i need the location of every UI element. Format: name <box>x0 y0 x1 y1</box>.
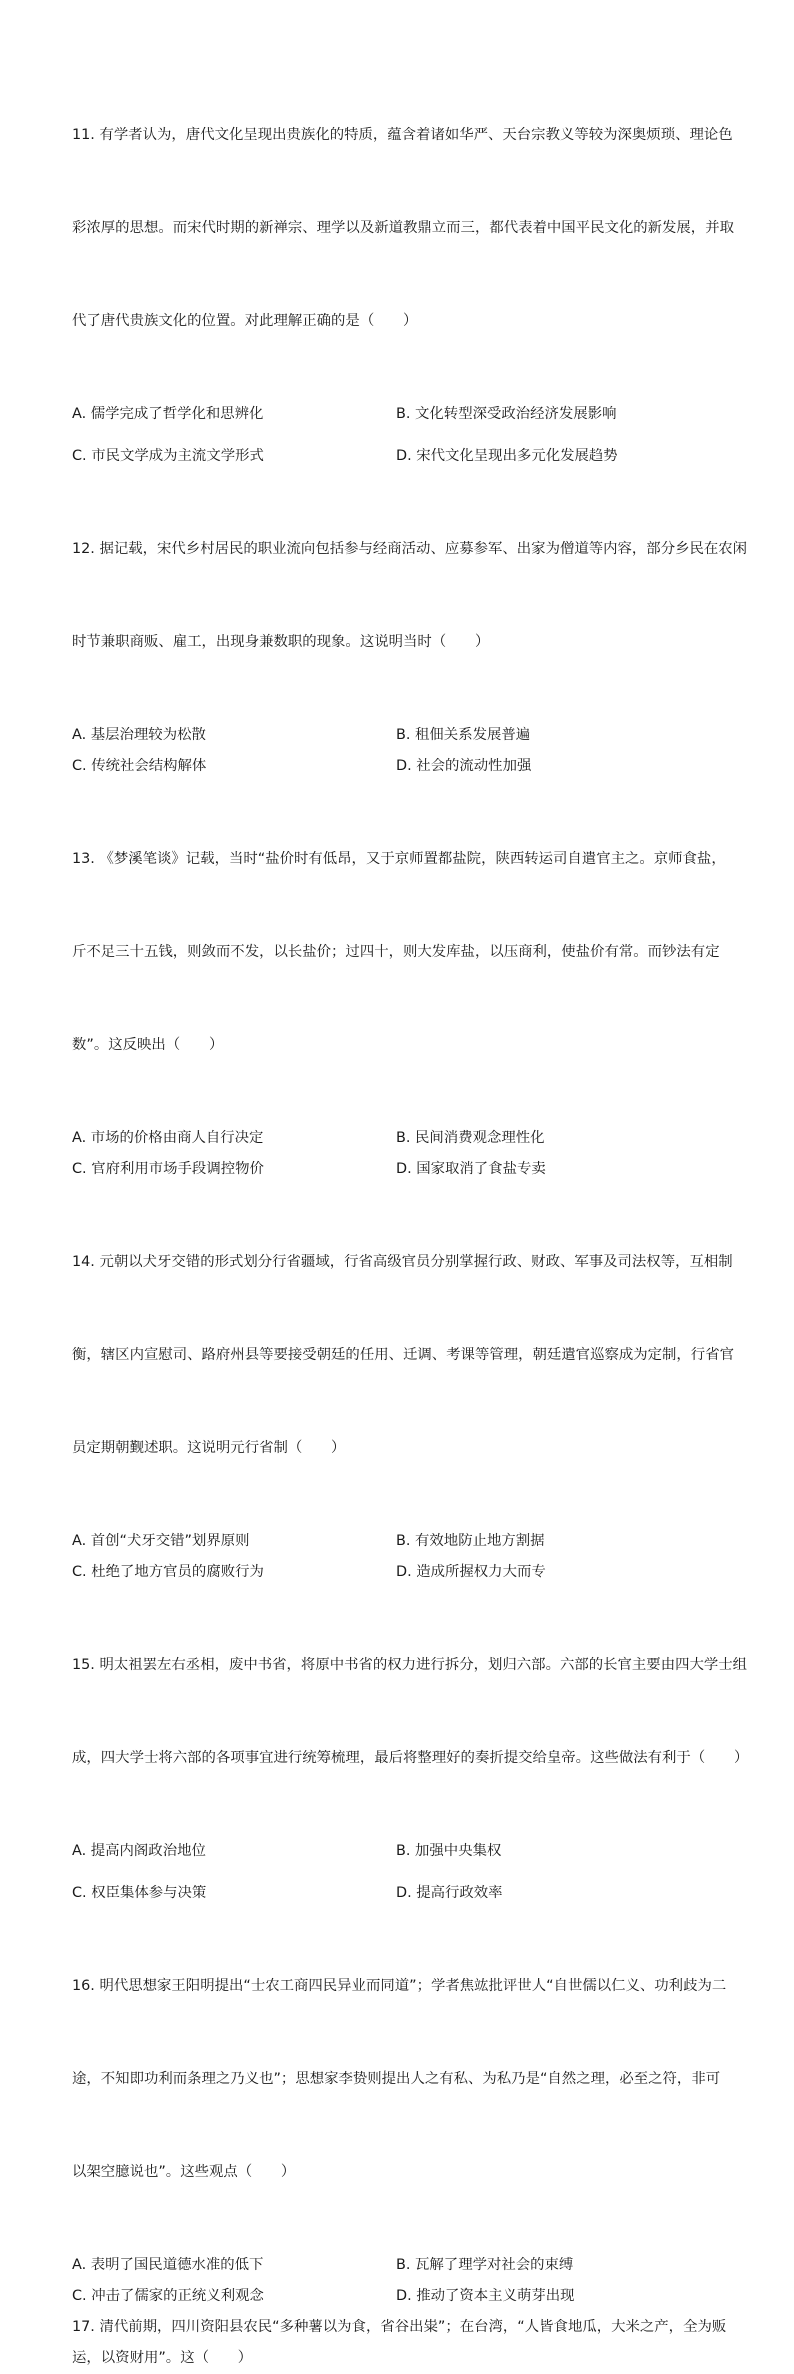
option-b[interactable]: B. 有效地防止地方割据 <box>396 1533 545 1549</box>
stem-line: 16. 明代思想家王阳明提出“士农工商四民异业而同道”；学者焦竑批评世人“自世儒以仁义、功利歧为二 <box>72 1978 727 1994</box>
stem-line: 17. 清代前期，四川资阳县农民“多种薯以为食，省谷出粜”；在台湾，“人皆食地瓜，大米之产，全为贩 <box>72 2319 727 2335</box>
option-b[interactable]: B. 加强中央集权 <box>396 1843 502 1859</box>
option-b[interactable]: B. 租佃关系发展普遍 <box>396 727 531 743</box>
option-c[interactable]: C. 传统社会结构解体 <box>72 758 207 774</box>
option-b[interactable]: B. 文化转型深受政治经济发展影响 <box>396 406 617 422</box>
stem-line: 运，以资财用”。这（ ） <box>72 2350 253 2366</box>
options-grid <box>72 1836 732 1909</box>
stem-line: 员定期朝觐述职。这说明元行省制（ ） <box>72 1440 346 1456</box>
options-grid <box>72 720 732 782</box>
question-11 <box>72 58 732 472</box>
option-d[interactable]: D. 造成所握权力大而专 <box>396 1564 546 1580</box>
option-c[interactable]: C. 冲击了儒家的正统义利观念 <box>72 2288 264 2304</box>
stem-line: 斤不足三十五钱，则敛而不发，以长盐价；过四十，则大发库盐，以压商利，使盐价有常。而钞法有定 <box>72 944 720 960</box>
option-c[interactable]: C. 权臣集体参与决策 <box>72 1885 207 1901</box>
option-a[interactable]: A. 市场的价格由商人自行决定 <box>72 1130 264 1146</box>
option-d[interactable]: D. 社会的流动性加强 <box>396 758 532 774</box>
stem-line: 11. 有学者认为，唐代文化呈现出贵族化的特质，蕴含着诸如华严、天台宗教义等较为深奥烦琐、理论色 <box>72 127 733 143</box>
option-a[interactable]: A. 提高内阁政治地位 <box>72 1843 206 1859</box>
question-14 <box>72 1185 732 1588</box>
question-16 <box>72 1909 732 2312</box>
question-15 <box>72 1588 749 1909</box>
stem-line: 彩浓厚的思想。而宋代时期的新禅宗、理学以及新道教鼎立而三，都代表着中国平民文化的新发展，并取 <box>72 220 734 236</box>
question-17 <box>72 2312 732 2374</box>
question-stem <box>72 1588 749 1836</box>
option-d[interactable]: D. 提高行政效率 <box>396 1885 503 1901</box>
option-d[interactable]: D. 宋代文化呈现出多元化发展趋势 <box>396 448 618 464</box>
question-12 <box>72 472 748 782</box>
option-a[interactable]: A. 首创“犬牙交错”划界原则 <box>72 1533 250 1549</box>
question-stem <box>72 472 748 720</box>
option-a[interactable]: A. 基层治理较为松散 <box>72 727 206 743</box>
question-stem <box>72 782 732 1123</box>
stem-line: 以架空臆说也”。这些观点（ ） <box>72 2164 296 2180</box>
options-grid <box>72 399 732 472</box>
option-c[interactable]: C. 官府利用市场手段调控物价 <box>72 1161 264 1177</box>
option-c[interactable]: C. 市民文学成为主流文学形式 <box>72 448 264 464</box>
stem-line: 14. 元朝以犬牙交错的形式划分行省疆域，行省高级官员分别掌握行政、财政、军事及司法权等，互相制 <box>72 1254 733 1270</box>
option-a[interactable]: A. 表明了国民道德水准的低下 <box>72 2257 264 2273</box>
exam-page <box>72 58 749 2374</box>
option-b[interactable]: B. 瓦解了理学对社会的束缚 <box>396 2257 574 2273</box>
stem-line: 15. 明太祖罢左右丞相，废中书省，将原中书省的权力进行拆分，划归六部。六部的长官主要由四大学士组 <box>72 1657 748 1673</box>
stem-line: 12. 据记载，宋代乡村居民的职业流向包括参与经商活动、应募参军、出家为僧道等内容，部分乡民在农闲 <box>72 541 748 557</box>
option-c[interactable]: C. 杜绝了地方官员的腐败行为 <box>72 1564 264 1580</box>
question-stem <box>72 2312 732 2374</box>
stem-line: 13. 《梦溪笔谈》记载，当时“盐价时有低昂，又于京师置都盐院，陕西转运司自遣官主之。京师食盐， <box>72 851 726 867</box>
option-b[interactable]: B. 民间消费观念理性化 <box>396 1130 545 1146</box>
option-d[interactable]: D. 国家取消了食盐专卖 <box>396 1161 546 1177</box>
question-stem <box>72 58 732 399</box>
question-stem <box>72 1909 732 2250</box>
stem-line: 代了唐代贵族文化的位置。对此理解正确的是（ ） <box>72 313 418 329</box>
stem-line: 衡，辖区内宣慰司、路府州县等要接受朝廷的任用、迁调、考课等管理，朝廷遣官巡察成为定制，行省官 <box>72 1347 734 1363</box>
stem-line: 数”。这反映出（ ） <box>72 1037 224 1053</box>
question-13 <box>72 782 732 1185</box>
question-stem <box>72 1185 732 1526</box>
option-d[interactable]: D. 推动了资本主义萌芽出现 <box>396 2288 575 2304</box>
option-a[interactable]: A. 儒学完成了哲学化和思辨化 <box>72 406 264 422</box>
stem-line: 途，不知即功利而条理之乃义也”；思想家李贽则提出人之有私、为私乃是“自然之理，必至之符，非可 <box>72 2071 721 2087</box>
options-grid <box>72 1123 732 1185</box>
options-grid <box>72 1526 732 1588</box>
stem-line: 成，四大学士将六部的各项事宜进行统筹梳理，最后将整理好的奏折提交给皇帝。这些做法有利于（ ） <box>72 1750 749 1766</box>
options-grid <box>72 2250 732 2312</box>
stem-line: 时节兼职商贩、雇工，出现身兼数职的现象。这说明当时（ ） <box>72 634 490 650</box>
